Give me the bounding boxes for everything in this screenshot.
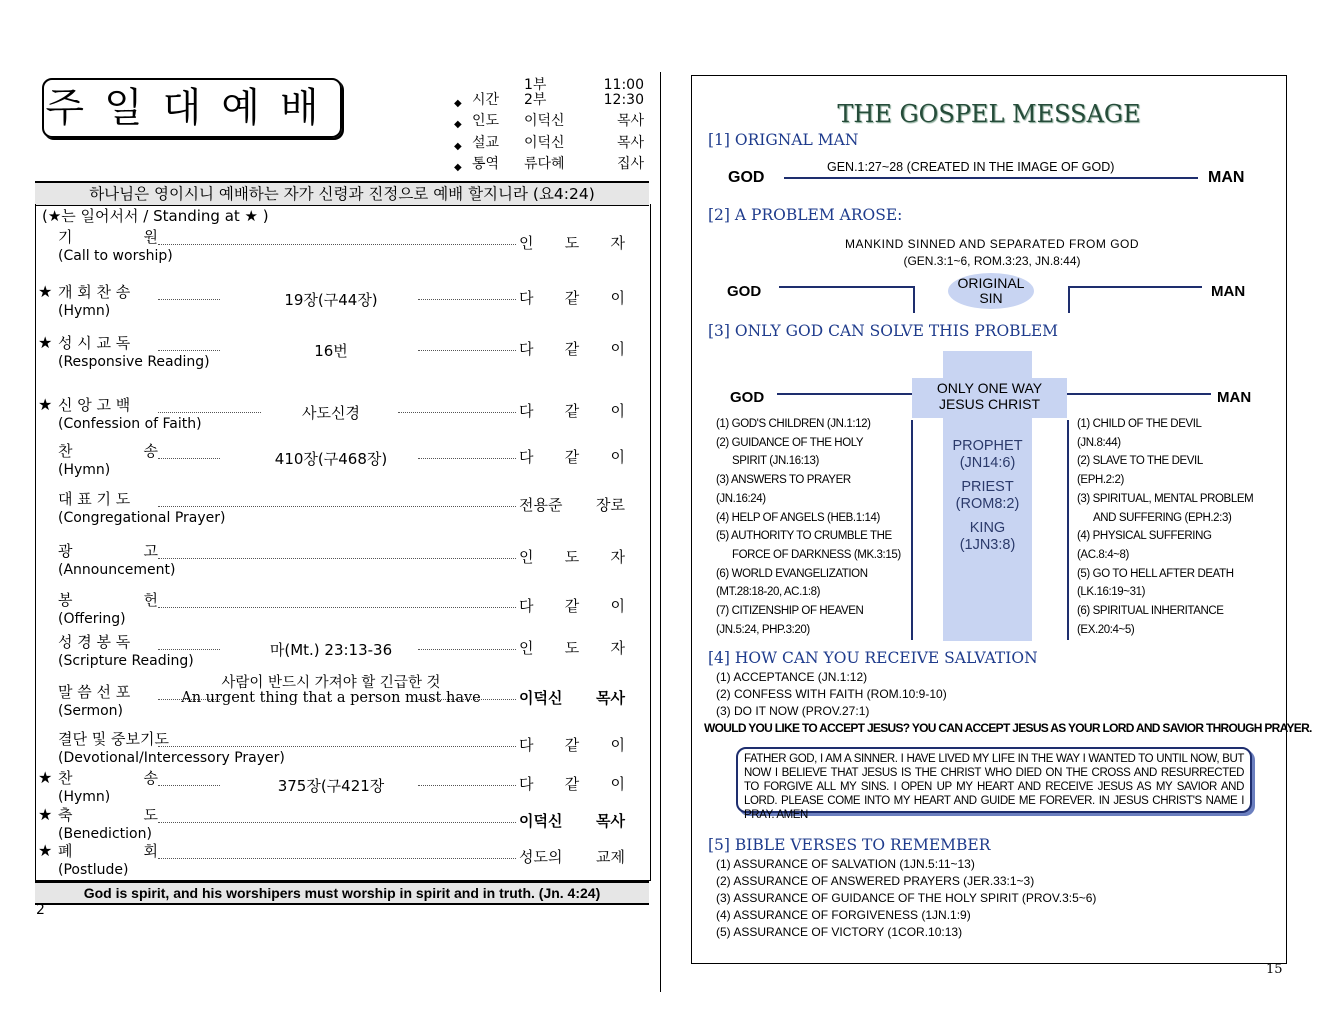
text-part: 다 <box>519 402 534 420</box>
info-label: 인도 <box>472 113 500 129</box>
item-english: (Announcement) <box>58 562 176 578</box>
item-leader <box>519 810 625 831</box>
blessing-line: (2) GUIDANCE OF THE HOLY <box>716 436 864 449</box>
text-part: 도 <box>564 639 580 657</box>
text-part: 이 <box>610 289 625 307</box>
info-role: 목사 <box>616 113 644 129</box>
oval-line1: ORIGINAL <box>957 275 1025 291</box>
section-4-num: [4] <box>708 649 730 667</box>
s1-connection-line <box>784 177 1198 179</box>
section-5-title: BIBLE VERSES TO REMEMBER <box>734 836 991 854</box>
text-part: 폐 <box>58 842 73 860</box>
dotted-leader <box>158 822 516 823</box>
text-part: 같 <box>564 448 580 466</box>
blessing-line: (1) GOD'S CHILDREN (JN.1:12) <box>716 418 871 430</box>
text-part: 다 <box>519 597 534 615</box>
salvation-step: (2) CONFESS WITH FAITH (ROM.10:9-10) <box>716 687 947 701</box>
item-korean: 개 회 찬 송 <box>58 283 131 301</box>
item-english: (Hymn) <box>58 462 111 478</box>
text-part: 전용준 <box>519 496 563 514</box>
info-bullet: ◆ <box>454 119 462 130</box>
text-part: 같 <box>564 736 580 754</box>
blessing-line: FORCE OF DARKNESS (MK.3:15) <box>732 548 901 561</box>
text-part: 목사 <box>596 689 625 707</box>
info-bullet: ◆ <box>454 162 462 173</box>
item-leader <box>519 846 625 867</box>
item-korean: 성 시 교 독 <box>58 334 131 352</box>
text-part: 이덕신 <box>519 812 563 830</box>
order-of-worship <box>35 204 651 881</box>
section-5-heading <box>708 836 990 854</box>
text-part: 찬 <box>58 769 73 787</box>
christ-office: (JN14:6) <box>959 455 1016 471</box>
christ-office: PROPHET <box>952 438 1023 454</box>
standing-star: ★ <box>38 805 53 824</box>
blessing-line: (MT.28:18-20, AC.1:8) <box>716 586 821 599</box>
sermon-title-ko: 사람이 반드시 가져야 할 긴급한 것 <box>221 675 441 691</box>
item-english: (Responsive Reading) <box>58 354 210 370</box>
item-leader <box>519 338 625 359</box>
info-name: 이덕신 <box>524 113 565 129</box>
blessing-line: (4) HELP OF ANGELS (HEB.1:14) <box>716 511 880 524</box>
item-korean: 성 경 봉 독 <box>58 633 131 651</box>
item-english: (Hymn) <box>58 303 111 319</box>
only-one-way: ONLY ONE WAY <box>936 380 1043 396</box>
standing-star: ★ <box>38 282 53 301</box>
text-part: 같 <box>564 340 580 358</box>
s3-left-line <box>777 393 912 395</box>
jesus-christ: JESUS CHRIST <box>938 396 1041 412</box>
text-part: 다 <box>519 340 534 358</box>
item-detail: 16번 <box>314 342 348 360</box>
item-english: (Devotional/Intercessory Prayer) <box>58 750 285 766</box>
dotted-leader <box>158 506 516 507</box>
item-korean <box>58 804 158 825</box>
item-korean <box>58 540 158 561</box>
item-leader <box>519 400 625 421</box>
text-part: 송 <box>143 769 158 787</box>
text-part: 이덕신 <box>519 689 563 707</box>
text-part: 자 <box>610 639 625 657</box>
problem-line: (EX.20:4~5) <box>1077 623 1135 636</box>
text-part: 인 <box>519 639 534 657</box>
item-korean <box>58 226 158 247</box>
blessing-line: (7) CITIZENSHIP OF HEAVEN <box>716 605 864 617</box>
info-role: 집사 <box>616 156 644 172</box>
problem-line: (2) SLAVE TO THE DEVIL <box>1077 455 1203 468</box>
sermon-title-en: An urgent thing that a person must have <box>181 690 481 706</box>
item-leader <box>519 773 625 794</box>
text-part: 송 <box>143 442 158 460</box>
text-part: 도 <box>564 548 580 566</box>
problem-line: (EPH.2:2) <box>1077 474 1124 487</box>
section-1-heading <box>708 131 858 149</box>
item-english: (Call to worship) <box>58 248 173 264</box>
bible-verse: (3) ASSURANCE OF GUIDANCE OF THE HOLY SPIRIT (PROV.3:5~6) <box>716 891 1097 905</box>
item-english: (Offering) <box>58 611 126 627</box>
info-role: 목사 <box>616 135 644 151</box>
text-part: 같 <box>564 402 580 420</box>
s1-line-text: GEN.1:27~28 (CREATED IN THE IMAGE OF GOD) <box>827 160 1115 174</box>
item-korean <box>58 840 158 861</box>
item-english: (Sermon) <box>58 703 124 719</box>
text-part: 다 <box>519 448 534 466</box>
christ-office: PRIEST <box>961 479 1014 495</box>
text-part: 장로 <box>596 496 625 514</box>
item-korean <box>58 589 158 610</box>
info-bullet: ◆ <box>454 141 462 152</box>
item-korean: 말 씀 선 포 <box>58 683 131 701</box>
text-part: 성도의 <box>519 848 563 866</box>
section-3-num: [3] <box>708 322 730 340</box>
salvation-step: (1) ACCEPTANCE (JN.1:12) <box>716 670 868 684</box>
s3-right-line <box>1067 393 1211 395</box>
text-part: 이 <box>610 340 625 358</box>
problem-line: (LK.16:19~31) <box>1077 586 1146 599</box>
text-part: 이 <box>610 448 625 466</box>
info-name: 이덕신 <box>524 135 565 151</box>
item-leader <box>519 734 625 755</box>
text-part: 봉 <box>58 591 73 609</box>
blessing-line: (6) WORLD EVANGELIZATION <box>716 567 868 580</box>
text-part: 이 <box>610 736 625 754</box>
standing-star: ★ <box>38 395 53 414</box>
text-part: 고 <box>143 542 158 560</box>
item-leader <box>519 232 625 253</box>
s1-man-label: MAN <box>1208 169 1245 186</box>
text-part: 다 <box>519 736 534 754</box>
item-english: (Hymn) <box>58 789 111 805</box>
info-role: 11:00 <box>603 77 644 93</box>
section-3-title: ONLY GOD CAN SOLVE THIS PROBLEM <box>734 322 1059 340</box>
s2-right-line <box>1068 286 1202 288</box>
salvation-step: (3) DO IT NOW (PROV.27:1) <box>716 704 870 718</box>
item-detail: 마(Mt.) 23:13-36 <box>269 641 393 659</box>
dotted-leader <box>158 746 516 747</box>
bible-verse: (4) ASSURANCE OF FORGIVENESS (1JN.1:9) <box>716 908 971 922</box>
item-korean: 대 표 기 도 <box>58 490 131 508</box>
item-english: (Confession of Faith) <box>58 416 202 432</box>
s3-right-vline <box>1067 420 1069 640</box>
s1-god-label: GOD <box>728 169 765 186</box>
dotted-leader <box>158 858 516 859</box>
problem-line: (3) SPIRITUAL, MENTAL PROBLEM <box>1077 492 1254 505</box>
page-number-left: 2 <box>36 902 45 918</box>
item-leader <box>519 287 625 308</box>
info-name: 2부 <box>524 92 547 108</box>
text-part: 광 <box>58 542 73 560</box>
item-leader <box>519 595 625 616</box>
problem-line: (1) CHILD OF THE DEVIL <box>1077 418 1202 430</box>
problem-line: (JN.8:44) <box>1077 436 1121 449</box>
text-part: 도 <box>564 234 580 252</box>
blessing-line: (JN.16:24) <box>716 492 766 505</box>
text-part: 인 <box>519 548 534 566</box>
section-4-heading <box>708 649 1038 667</box>
info-label: 통역 <box>472 156 500 172</box>
item-korean <box>58 440 158 461</box>
text-part: 같 <box>564 289 580 307</box>
worship-verse-bar: 하나님은 영이시니 예배하는 자가 신령과 진정으로 예배 할지니라 (요4:24) <box>35 181 649 206</box>
info-label: 설교 <box>472 135 500 151</box>
info-name: 1부 <box>524 77 547 93</box>
text-part: 회 <box>143 842 158 860</box>
problem-line: (5) GO TO HELL AFTER DEATH <box>1077 567 1234 580</box>
s2-line2: (GEN.3:1~6, ROM.3:23, JN.8:44) <box>903 254 1081 268</box>
text-part: 기 <box>58 228 73 246</box>
christ-office: (ROM8:2) <box>955 496 1020 512</box>
s2-left-line <box>779 286 915 288</box>
info-role: 12:30 <box>603 92 644 108</box>
text-part: 같 <box>564 597 580 615</box>
section-2-heading <box>708 206 902 224</box>
text-part: 원 <box>143 228 158 246</box>
service-title: 주일대예배 <box>45 85 339 131</box>
text-part: 같 <box>564 775 580 793</box>
dotted-leader <box>158 244 516 245</box>
s2-left-drop <box>913 286 915 313</box>
blessing-line: (3) ANSWERS TO PRAYER <box>716 474 851 487</box>
text-part: 헌 <box>143 591 158 609</box>
item-leader <box>519 494 625 515</box>
text-part: 다 <box>519 775 534 793</box>
text-part: 목사 <box>596 812 625 830</box>
text-part: 이 <box>610 597 625 615</box>
section-2-title: A PROBLEM AROSE: <box>734 206 903 224</box>
item-detail: 사도신경 <box>302 404 360 422</box>
item-leader <box>519 446 625 467</box>
blessing-line: SPIRIT (JN.16:13) <box>732 455 819 468</box>
prayer-text: FATHER GOD, I AM A SINNER. I HAVE LIVED MY LIFE IN THE WAY I WANTED TO UNTIL NOW, BUT NOW I BELIEVE THAT JESUS IS THE CHRIST WHO DIED ON THE CROSS AND RESURRECTED TO FORGIVE ALL MY SINS. I OPEN UP MY HEART AND RECEIVE JESUS AS MY SAVIOR AND LORD. PLEASE COME INTO MY HEART AND GUIDE ME FOREVER. IN JESUS CHRIST'S NAME I PRAY. AMEN <box>744 753 1244 821</box>
s3-god-label: GOD <box>730 389 765 406</box>
christ-office: (1JN3:8) <box>959 537 1016 553</box>
text-part: 도 <box>143 806 158 824</box>
blessing-line: (5) AUTHORITY TO CRUMBLE THE <box>716 530 892 543</box>
item-english: (Postlude) <box>58 862 129 878</box>
text-part: 다 <box>519 289 534 307</box>
footer-verse-bar: God is spirit, and his worshipers must worship in spirit and in truth. (Jn. 4:24) <box>35 881 649 905</box>
bible-verse: (5) ASSURANCE OF VICTORY (1COR.10:13) <box>716 925 963 939</box>
oval-line2: SIN <box>979 290 1003 306</box>
s2-god-label: GOD <box>727 283 762 300</box>
section-1-title: ORIGNAL MAN <box>734 131 859 149</box>
s2-right-drop <box>1068 286 1070 313</box>
christ-office: KING <box>969 520 1006 536</box>
s3-man-label: MAN <box>1217 389 1252 406</box>
item-korean: 결단 및 중보기도 <box>58 730 169 748</box>
s2-line1: MANKIND SINNED AND SEPARATED FROM GOD <box>844 237 1140 251</box>
info-name: 류다혜 <box>524 156 565 172</box>
section-4-title: HOW CAN YOU RECEIVE SALVATION <box>734 649 1038 667</box>
item-korean: 신 앙 고 백 <box>58 396 131 414</box>
service-title-box <box>42 78 342 138</box>
bible-verse: (2) ASSURANCE OF ANSWERED PRAYERS (JER.33:1~3) <box>716 874 1035 888</box>
standing-note: (★는 일어서서 / Standing at ★ ) <box>42 207 269 225</box>
standing-star: ★ <box>38 768 53 787</box>
item-korean <box>58 767 158 788</box>
item-detail: 375장(구421장 <box>277 777 385 795</box>
page-divider <box>660 72 661 992</box>
item-detail: 410장(구468장) <box>274 450 388 468</box>
s2-man-label: MAN <box>1211 283 1246 300</box>
problem-line: AND SUFFERING (EPH.2:3) <box>1093 511 1232 524</box>
item-english: (Benediction) <box>58 826 152 842</box>
item-leader <box>519 687 625 708</box>
text-part: 자 <box>610 234 625 252</box>
item-english: (Congregational Prayer) <box>58 510 226 526</box>
section-2-num: [2] <box>708 206 730 224</box>
item-leader <box>519 546 625 567</box>
dotted-leader <box>158 558 516 559</box>
standing-star: ★ <box>38 841 53 860</box>
dotted-leader <box>158 607 516 608</box>
prayer-box <box>736 747 1252 821</box>
bible-verse: (1) ASSURANCE OF SALVATION (1JN.5:11~13) <box>716 857 975 871</box>
text-part: 이 <box>610 775 625 793</box>
blessing-line: (JN.5:24, PHP.3:20) <box>716 623 810 636</box>
s3-left-vline <box>911 420 913 640</box>
item-leader <box>519 637 625 658</box>
info-label: 시간 <box>472 92 500 108</box>
problem-line: (AC.8:4~8) <box>1077 548 1129 561</box>
text-part: 찬 <box>58 442 73 460</box>
gospel-title: THE GOSPEL MESSAGE <box>837 100 1141 128</box>
problem-line: (6) SPIRITUAL INHERITANCE <box>1077 605 1224 617</box>
accept-question: WOULD YOU LIKE TO ACCEPT JESUS? YOU CAN ACCEPT JESUS AS YOUR LORD AND SAVIOR THROUGH PRAYER. <box>704 721 1312 735</box>
text-part: 자 <box>610 548 625 566</box>
item-english: (Scripture Reading) <box>58 653 194 669</box>
info-bullet: ◆ <box>454 98 462 109</box>
text-part: 교제 <box>596 848 625 866</box>
text-part: 축 <box>58 806 73 824</box>
page-number-right: 15 <box>1266 962 1283 977</box>
standing-star: ★ <box>38 333 53 352</box>
section-5-num: [5] <box>708 836 730 854</box>
section-1-num: [1] <box>708 131 730 149</box>
section-3-heading <box>708 322 1058 340</box>
problem-line: (4) PHYSICAL SUFFERING <box>1077 530 1212 543</box>
text-part: 이 <box>610 402 625 420</box>
item-detail: 19장(구44장) <box>284 291 378 309</box>
gospel-message-page <box>691 75 1312 964</box>
text-part: 인 <box>519 234 534 252</box>
